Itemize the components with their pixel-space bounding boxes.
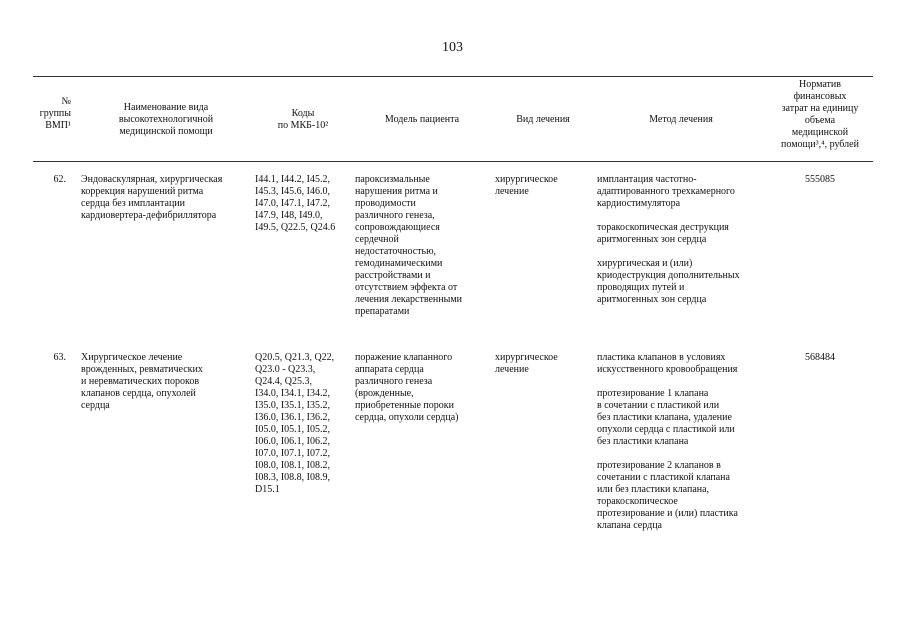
treatment-method-item: пластика клапанов в условиях искусственного кровообращения: [597, 352, 738, 375]
row-patient-model: поражение клапанного аппарата сердца различного генеза (врожденные, приобретенные пороки сердца, опухоли сердца): [355, 352, 459, 423]
row-cost-norm: 568484: [805, 352, 835, 363]
row-treatment-type: хирургическое лечение: [495, 352, 558, 375]
row-treatment-methods: [597, 352, 769, 532]
treatment-method-item: имплантация частотно- адаптированного трехкамерного кардиостимулятора: [597, 174, 735, 209]
row-icd-codes: Q20.5, Q21.3, Q22, Q23.0 - Q23.3, Q24.4, Q25.3, I34.0, I34.1, I34.2, I35.0, I35.1, I35.2, I36.0, I36.1, I36.2, I05.0, I05.1, I05.2, I06.0, I06.1, I06.2, I07.0, I07.1, I07.2, I08.0, I08.1, I08.2, I08.3, I08.8, I08.9, D15.1: [255, 352, 335, 495]
header-patient-model: Модель пациента: [384, 114, 460, 125]
header-group-number: № группы ВМП¹: [39, 96, 71, 131]
row-icd-codes: I44.1, I44.2, I45.2, I45.3, I45.6, I46.0, I47.0, I47.1, I47.2, I47.9, I48, I49.0, I49.5, Q22.5, Q24.6: [255, 174, 336, 233]
header-treatment-method: Метод лечения: [649, 114, 713, 125]
header-cost-norm: Норматив финансовых затрат на единицу объема медицинской помощи³,⁴, рублей: [781, 79, 859, 150]
page-number: 103: [442, 40, 463, 55]
treatment-method-item: протезирование 1 клапана в сочетании с пластикой или без пластики клапана, удаление опухоли сердца с пластикой или без пластики клапана: [597, 388, 735, 447]
treatment-method-item: протезирование 2 клапанов в сочетании с пластикой клапана или без пластики клапана, торакоскопическое протезирование и (или) пластика клапана сердца: [597, 460, 738, 531]
row-treatment-methods: [597, 174, 769, 306]
header-icd-codes: Коды по МКБ-10²: [277, 108, 329, 131]
row-care-name: Эндоваскулярная, хирургическая коррекция нарушений ритма сердца без имплантации кардиовертера-дефибриллятора: [81, 174, 223, 221]
header-care-name: Наименование вида высокотехнологичной медицинской помощи: [118, 102, 214, 137]
row-patient-model: пароксизмальные нарушения ритма и проводимости различного генеза, сопровождающиеся сердечной недостаточностью, гемодинамическими расстройствами и отсутствием эффекта от лечения лекарственными препаратами: [355, 174, 463, 317]
treatment-method-item: хирургическая и (или) криодеструкция дополнительных проводящих путей и аритмогенных зон сердца: [597, 258, 740, 305]
table-top-rule: [33, 76, 873, 77]
row-cost-norm: 555085: [805, 174, 835, 185]
header-treatment-type: Вид лечения: [516, 114, 570, 125]
row-group-number: 62.: [53, 174, 66, 185]
table-header-rule: [33, 161, 873, 162]
treatment-method-item: торакоскопическая деструкция аритмогенных зон сердца: [597, 222, 729, 245]
row-group-number: 63.: [53, 352, 66, 363]
row-care-name: Хирургическое лечение врожденных, ревматических и неревматических пороков клапанов сердца, опухолей сердца: [81, 352, 203, 411]
row-treatment-type: хирургическое лечение: [495, 174, 558, 197]
